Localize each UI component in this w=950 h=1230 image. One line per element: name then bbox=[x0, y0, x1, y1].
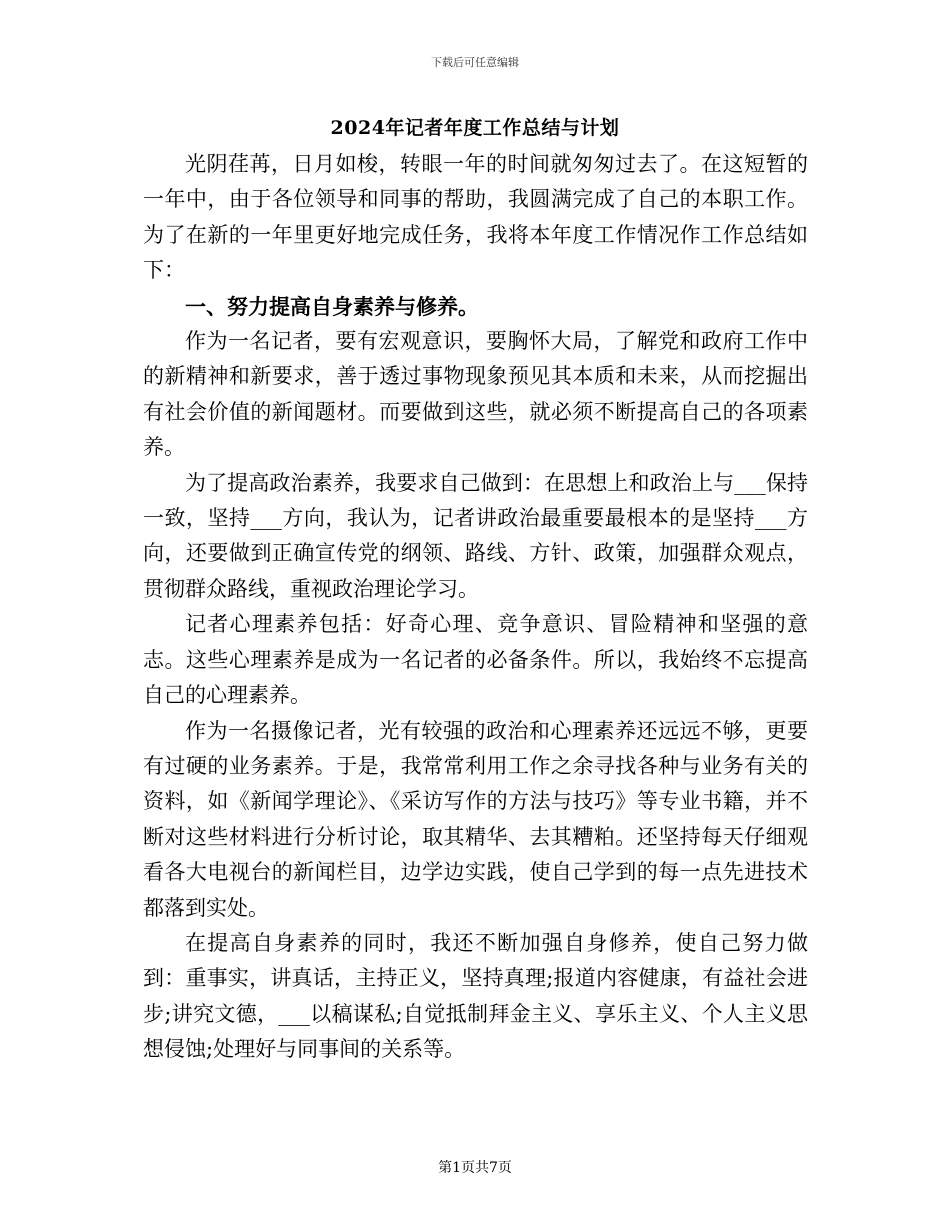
paragraph: 为了提高政治素养，我要求自己做到：在思想上和政治上与___保持一致，坚持___方向，我认为，记者讲政治最重要最根本的是坚持___方向，还要做到正确宣传党的纲领、路线、方针、政策，加强群众观点，贯彻群众路线，重视政治理论学习。 bbox=[143, 470, 808, 601]
document-title: 2024年记者年度工作总结与计划 bbox=[330, 117, 620, 139]
paragraph-intro: 光阴荏苒，日月如梭，转眼一年的时间就匆匆过去了。在这短暂的一年中，由于各位领导和同事的帮助，我圆满完成了自己的本职工作。为了在新的一年里更好地完成任务，我将本年度工作情况作工作总结如下： bbox=[143, 152, 808, 283]
paragraph: 在提高自身素养的同时，我还不断加强自身修养，使自己努力做到：重事实，讲真话，主持正义，坚持真理;报道内容健康，有益社会进步;讲究文德，___以稿谋私;自觉抵制拜金主义、享乐主义、个人主义思想侵蚀;处理好与同事间的关系等。 bbox=[143, 930, 808, 1062]
paragraph: 作为一名摄像记者，光有较强的政治和心理素养还远远不够，更要有过硬的业务素养。于是，我常常利用工作之余寻找各种与业务有关的资料，如《新闻学理论》、《采访写作的方法与技巧》等专业书籍，并不断对这些材料进行分析讨论，取其精华、去其糟粕。还坚持每天仔细观看各大电视台的新闻栏目，边学边实践，使自己学到的每一点先进技术都落到实处。 bbox=[143, 718, 808, 920]
section-heading: 一、努力提高自身素养与修养。 bbox=[185, 293, 479, 319]
page-number: 第1页共7页 bbox=[438, 1160, 512, 1176]
header-note: 下载后可任意编辑 bbox=[431, 56, 519, 69]
paragraph: 记者心理素养包括：好奇心理、竞争意识、冒险精神和坚强的意志。这些心理素养是成为一名记者的必备条件。所以，我始终不忘提高自己的心理素养。 bbox=[143, 612, 808, 708]
document-body bbox=[143, 147, 808, 1068]
paragraph: 作为一名记者，要有宏观意识，要胸怀大局，了解党和政府工作中的新精神和新要求，善于透过事物现象预见其本质和未来，从而挖掘出有社会价值的新闻题材。而要做到这些，就必须不断提高自己的各项素养。 bbox=[143, 329, 808, 460]
